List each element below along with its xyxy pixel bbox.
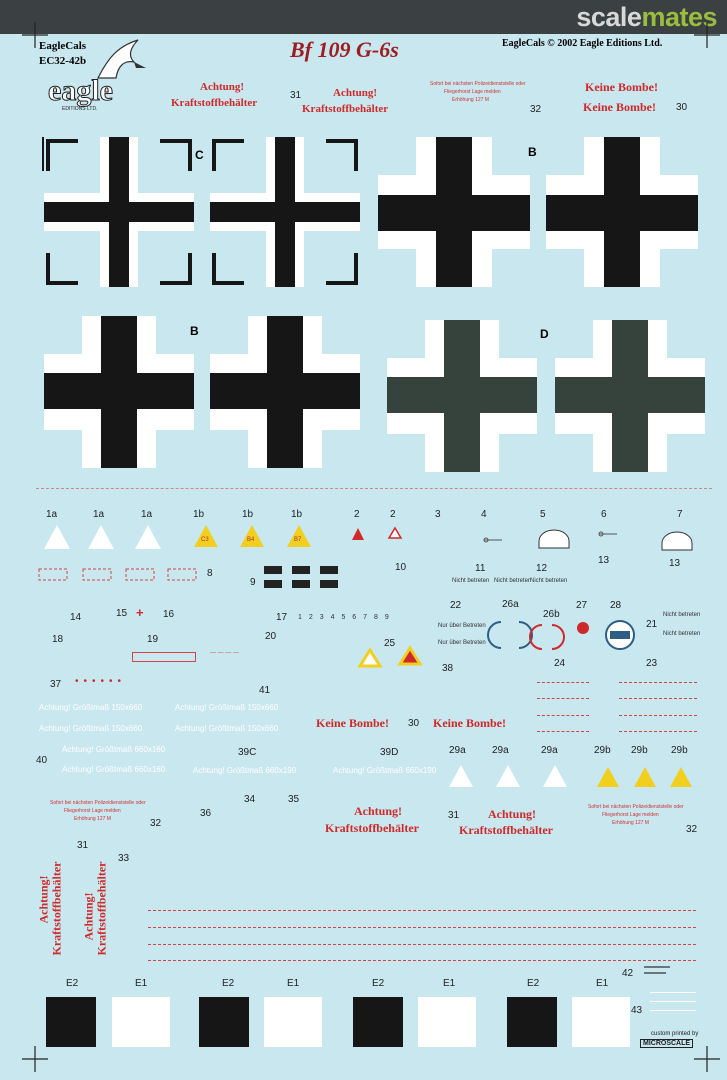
tail-marking-white — [418, 997, 476, 1047]
stencil-keine: Keine Bombe! — [585, 80, 658, 94]
balkenkreuz-solid — [44, 316, 194, 468]
triangle-yellow — [194, 525, 218, 547]
maker-name: EagleCals — [39, 40, 87, 52]
decal-number: 31 — [77, 840, 89, 851]
decal-number: 35 — [288, 794, 300, 805]
stencil-groesst: Achtung! Größtmaß 150x660 — [175, 724, 279, 733]
decal-number: 29a — [492, 745, 509, 756]
decal-number: 5 — [540, 509, 546, 520]
stencil-kraft-vertical: Kraftstoffbehälter — [94, 861, 109, 956]
decal-number: 31 — [290, 90, 302, 101]
stencil-nur: Nur über Betreten — [438, 640, 486, 646]
red-dash-line — [537, 698, 589, 699]
decal-number: 29a — [449, 745, 466, 756]
balkenkreuz-solid — [210, 316, 360, 468]
decal-number: 3 — [435, 509, 441, 520]
tail-marking-white — [572, 997, 630, 1047]
triangle-white — [88, 525, 114, 549]
decal-number: 33 — [118, 853, 130, 864]
stencil-sofort: Sofort bei nächsten Polizeidienststelle oder — [588, 804, 684, 810]
copyright: EagleCals © 2002 Eagle Editions Ltd. — [502, 38, 663, 49]
decal-number: 17 — [276, 612, 288, 623]
printer-name: MICROSCALE — [640, 1039, 693, 1048]
canopy-outline — [660, 531, 694, 551]
stencil-nicht: Nicht betreten — [452, 578, 490, 584]
stencil-sofort: Erhöhung 127 M — [452, 97, 489, 103]
decal-number: 26b — [543, 609, 560, 620]
small-red-stencils: — — — — — [210, 650, 240, 656]
gauge-marking — [497, 620, 523, 650]
decal-number: 36 — [200, 808, 212, 819]
decal-number: 18 — [52, 634, 64, 645]
decal-number: 14 — [70, 612, 82, 623]
stencil-sofort: Sofort bei nächsten Polizeidienststelle oder — [430, 81, 526, 87]
stencil-groesst: Achtung! Größtmaß 660x190 — [333, 766, 437, 775]
cross-label: C — [195, 148, 204, 162]
red-dash-line — [537, 731, 589, 732]
decal-number: 25 — [384, 638, 396, 649]
decal-number: 8 — [207, 568, 213, 579]
stencil-nicht: Nicht betreten — [494, 578, 532, 584]
decal-number: 29b — [631, 745, 648, 756]
red-dash-line — [537, 715, 589, 716]
decal-number: 9 — [250, 577, 256, 588]
black-stencil-blocks — [264, 566, 344, 590]
stencil-groesst: Achtung! Größtmaß 660x160 — [62, 745, 166, 754]
decal-number: 10 — [395, 562, 407, 573]
decal-number: 41 — [259, 685, 271, 696]
small-stencil — [597, 528, 619, 540]
balkenkreuz-solid — [546, 137, 698, 287]
cross-label: D — [540, 327, 549, 341]
decal-number: 30 — [408, 718, 420, 729]
stencil-nicht: Nicht betreten — [663, 612, 701, 618]
stencil-nicht: Nicht betreten — [530, 578, 568, 584]
red-dash-line — [619, 698, 697, 699]
swastika-label: E1 — [287, 978, 300, 989]
stencil-sofort: Erhöhung 127 M — [612, 820, 649, 826]
stencil-groesst: Achtung! Größtmaß 660x160 — [62, 765, 166, 774]
swastika-label: E1 — [596, 978, 609, 989]
decal-number: 4 — [481, 509, 487, 520]
small-stencil — [642, 965, 672, 975]
balkenkreuz-white — [44, 137, 194, 287]
sheet-title: Bf 109 G-6s — [290, 37, 399, 62]
decal-number: 1a — [46, 509, 58, 520]
stencil-keine: Keine Bombe! — [433, 716, 506, 730]
stencil-sofort: Sofort bei nächsten Polizeidienststelle oder — [50, 800, 146, 806]
tail-marking-white — [112, 997, 170, 1047]
stencil-achtung: Achtung! — [354, 804, 403, 818]
decal-number: 1a — [141, 509, 153, 520]
decal-number: 32 — [530, 104, 542, 115]
registration-mark-top-right — [694, 22, 720, 48]
triangle-code: C3 — [201, 537, 209, 543]
red-dash-line — [148, 927, 696, 928]
stencil-groesst: Achtung! Größtmaß 660x190 — [193, 766, 297, 775]
balkenkreuz-white — [210, 137, 360, 287]
decal-number: 12 — [536, 563, 548, 574]
decal-number: 2 — [390, 509, 396, 520]
triangle-yellow — [634, 767, 656, 787]
decal-number: 21 — [646, 619, 658, 630]
decal-number: 1b — [193, 509, 205, 520]
canopy-outline — [537, 529, 571, 549]
red-dash-line — [537, 682, 589, 683]
decal-number: 39D — [380, 747, 399, 758]
stencil-achtung: Achtung! — [200, 81, 245, 93]
stencil-kraft: Kraftstoffbehälter — [302, 103, 389, 115]
decal-number: 30 — [676, 102, 688, 113]
triangle-red-small — [352, 528, 364, 540]
printer-credit: custom printed by — [651, 1031, 699, 1037]
stencil-achtung-vertical: Achtung! — [81, 892, 96, 941]
triangle-outline — [358, 648, 382, 668]
decal-number: 43 — [631, 1005, 643, 1016]
red-dashed-box — [38, 568, 188, 582]
triangle-yellow — [240, 525, 264, 547]
triangle-white — [496, 765, 520, 787]
cross-label: B — [190, 324, 199, 338]
swastika-label: E2 — [527, 978, 540, 989]
swastika-label: E1 — [443, 978, 456, 989]
triangle-white — [135, 525, 161, 549]
red-dash-line — [619, 682, 697, 683]
red-dash-line — [148, 944, 696, 945]
divider — [36, 488, 712, 489]
stencil-sofort: Fliegerhorst Lage melden — [64, 808, 121, 814]
site-logo[interactable]: scalemates — [576, 2, 717, 32]
stencil-keine: Keine Bombe! — [583, 100, 656, 114]
tail-marking-black — [46, 997, 96, 1047]
small-stencil — [482, 534, 504, 546]
red-dash-line — [148, 910, 696, 911]
decal-number: 40 — [36, 755, 48, 766]
decal-number: 16 — [163, 609, 175, 620]
stencil-nicht: Nicht betreten — [663, 631, 701, 637]
triangle-white — [44, 525, 70, 549]
swastika-label: E2 — [372, 978, 385, 989]
stencil-kraft: Kraftstoffbehälter — [459, 823, 553, 837]
decal-number: 38 — [442, 663, 454, 674]
tail-marking-black — [199, 997, 249, 1047]
red-dash-line — [619, 731, 697, 732]
swastika-label: E1 — [135, 978, 148, 989]
triangle-white — [449, 765, 473, 787]
decal-number: 29b — [671, 745, 688, 756]
decal-number: 15 — [116, 608, 128, 619]
decal-sheet — [0, 34, 727, 1080]
red-dots: •••••• — [75, 676, 127, 687]
red-cross-icon: + — [136, 605, 144, 620]
stencil-nur: Nur über Betreten — [438, 623, 486, 629]
decal-number: 13 — [598, 555, 610, 566]
site-header — [0, 0, 727, 34]
stencil-achtung: Achtung! — [333, 87, 378, 99]
decal-number: 37 — [50, 679, 62, 690]
red-dot — [576, 621, 590, 635]
decal-number: 7 — [677, 509, 683, 520]
decal-number: 26a — [502, 599, 519, 610]
balkenkreuz-grey — [387, 320, 537, 472]
triangle-outline — [398, 646, 422, 666]
stencil-sofort: Fliegerhorst Lage melden — [444, 89, 501, 95]
triangle-code: B7 — [294, 537, 302, 543]
cross-label: B — [528, 145, 537, 159]
tail-marking-black — [353, 997, 403, 1047]
stencil-groesst: Achtung! Größtmaß 150x660 — [175, 703, 279, 712]
stencil-kraft: Kraftstoffbehälter — [171, 97, 258, 109]
registration-mark-bottom-right — [694, 1046, 720, 1072]
seq-17: 1 2 3 4 5 6 7 8 9 — [298, 614, 389, 621]
small-red-label — [132, 652, 196, 662]
gauge-marking-red — [537, 623, 557, 651]
decal-number: 13 — [669, 558, 681, 569]
tail-marking-white — [264, 997, 322, 1047]
stencil-achtung: Achtung! — [488, 807, 537, 821]
decal-number: 2 — [354, 509, 360, 520]
red-dash-line — [619, 715, 697, 716]
triangle-red-small — [389, 528, 401, 538]
white-line — [650, 992, 696, 993]
swastika-label: E2 — [222, 978, 235, 989]
decal-number: 27 — [576, 600, 588, 611]
decal-number: 29b — [594, 745, 611, 756]
stencil-sofort: Fliegerhorst Lage melden — [602, 812, 659, 818]
white-line — [650, 1010, 696, 1011]
triangle-yellow — [597, 767, 619, 787]
decal-number: 32 — [686, 824, 698, 835]
decal-number: 29a — [541, 745, 558, 756]
decal-number: 1a — [93, 509, 105, 520]
stencil-kraft: Kraftstoffbehälter — [325, 821, 419, 835]
decal-number: 6 — [601, 509, 607, 520]
triangle-yellow — [670, 767, 692, 787]
decal-number: 23 — [646, 658, 658, 669]
decal-number: 1b — [242, 509, 254, 520]
stencil-kraft-vertical: Kraftstoffbehälter — [49, 861, 64, 956]
stencil-keine: Keine Bombe! — [316, 716, 389, 730]
triangle-code: B4 — [247, 537, 255, 543]
decal-number: 32 — [150, 818, 162, 829]
sheet-code: EC32-42b — [39, 55, 87, 67]
decal-number: 20 — [265, 631, 277, 642]
eagle-logo-word: eagle — [48, 74, 113, 107]
registration-mark-bottom-left — [22, 1046, 48, 1072]
triangle-yellow — [287, 525, 311, 547]
decal-number: 19 — [147, 634, 159, 645]
decal-number: 42 — [622, 968, 634, 979]
decal-number: 22 — [450, 600, 462, 611]
decal-number: 39C — [238, 747, 257, 758]
stencil-sofort: Erhöhung 127 M — [74, 816, 111, 822]
triangle-white — [543, 765, 567, 787]
decal-number: 24 — [554, 658, 566, 669]
decal-number: 31 — [448, 810, 460, 821]
decal-number: 1b — [291, 509, 303, 520]
decal-number: 28 — [610, 600, 622, 611]
stencil-achtung-vertical: Achtung! — [36, 875, 51, 924]
balkenkreuz-solid — [378, 137, 530, 287]
swastika-label: E2 — [66, 978, 79, 989]
red-dash-line — [148, 960, 696, 961]
tail-marking-black — [507, 997, 557, 1047]
stencil-groesst: Achtung! Größtmaß 150x660 — [39, 703, 143, 712]
decal-number: 11 — [475, 563, 486, 574]
balkenkreuz-grey — [555, 320, 705, 472]
decal-number: 34 — [244, 794, 256, 805]
stencil-groesst: Achtung! Größtmaß 150x660 — [39, 724, 143, 733]
roundel-badge — [605, 620, 635, 650]
eagle-logo-sub: EDITIONS LTD. — [62, 106, 98, 112]
white-line — [650, 1001, 696, 1002]
